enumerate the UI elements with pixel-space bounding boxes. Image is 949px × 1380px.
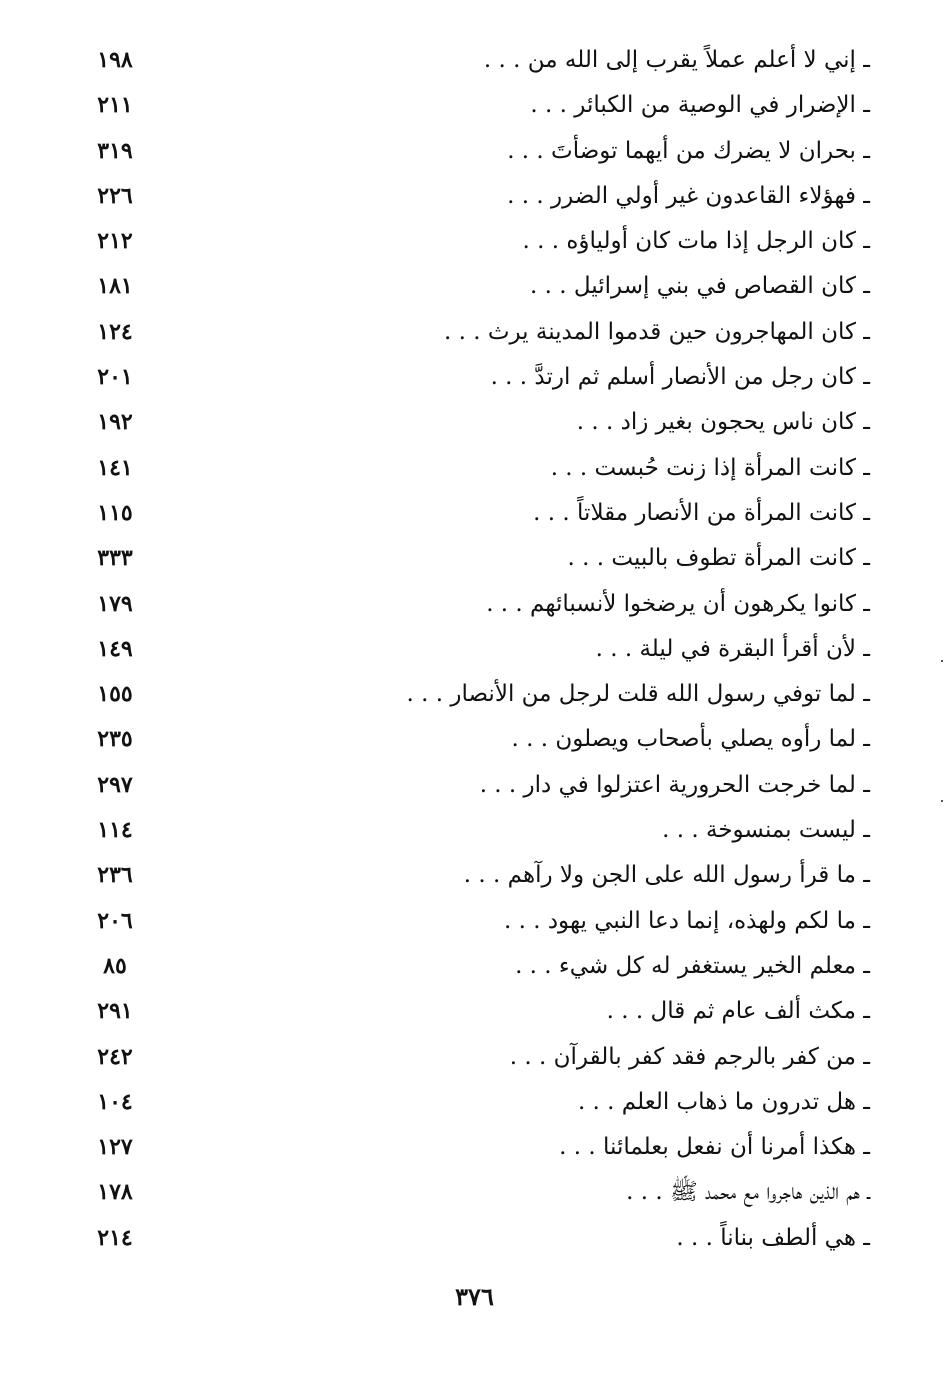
entry-page-number: ٢٠٦ — [97, 907, 133, 934]
entry-page-number: ٢١١ — [97, 92, 133, 119]
entry-page-number: ١٢٧ — [97, 1134, 133, 1161]
index-entry — [80, 1216, 870, 1261]
index-entry — [80, 944, 870, 989]
index-entry — [80, 582, 870, 627]
entry-text: ـ كان القصاص في بني إسرائيل . . . — [530, 273, 870, 300]
entry-page-number: ٢٣٦ — [97, 862, 133, 889]
entry-text: ـ هكذا أمرنا أن نفعل بعلمائنا . . . — [559, 1134, 870, 1161]
index-entry — [80, 264, 870, 309]
entry-text: ـ الإضرار في الوصية من الكبائر . . . — [530, 92, 870, 119]
entry-page-number: ١٤١ — [97, 454, 133, 481]
index-entry — [80, 446, 870, 491]
entry-page-number: ٢٢٦ — [97, 182, 133, 209]
index-entry — [80, 627, 870, 672]
entry-text: ـ ما لكم ولهذه، إنما دعا النبي يهود . . . — [503, 907, 870, 934]
index-entry — [80, 1035, 870, 1080]
index-entry — [80, 717, 870, 762]
index-entry — [80, 808, 870, 853]
entry-page-number: ١٧٨ — [97, 1179, 133, 1206]
entry-text: ـ هل تدرون ما ذهاب العلم . . . — [577, 1088, 870, 1115]
entry-text: ـ مكث ألف عام ثم قال . . . — [606, 998, 870, 1025]
index-entry — [80, 219, 870, 264]
entry-page-number: ١٠٤ — [97, 1088, 133, 1115]
entry-page-number: ١٨١ — [97, 273, 133, 300]
index-entry — [80, 1080, 870, 1125]
entry-page-number: ١٤٩ — [97, 635, 133, 662]
entry-text: ـ فهؤلاء القاعدون غير أولي الضرر . . . — [507, 182, 870, 209]
index-entry — [80, 1170, 870, 1215]
index-entry — [80, 310, 870, 355]
index-entry — [80, 853, 870, 898]
entry-text: ـ كان الرجل إذا مات كان أولياؤه . . . — [522, 228, 870, 255]
entry-text: ـ من كفر بالرجم فقد كفر بالقرآن . . . — [509, 1043, 870, 1070]
index-entry — [80, 989, 870, 1034]
entry-text: ـ كان المهاجرون حين قدموا المدينة يرث . . . — [443, 318, 870, 345]
page-number: ٣٧٦ — [455, 1282, 494, 1311]
entry-text: ـ كانوا يكرهون أن يرضخوا لأنسبائهم . . . — [486, 590, 870, 617]
entry-page-number: ٢٤٢ — [97, 1043, 133, 1070]
entry-text: ـ كانت المرأة إذا زنت حُبست . . . — [550, 454, 870, 481]
entry-text: ـ لما خرجت الحرورية اعتزلوا في دار . . . — [479, 771, 870, 798]
entry-page-number: ٣٣٣ — [97, 545, 133, 572]
entry-page-number: ١١٤ — [97, 817, 133, 844]
entry-text: ـ هي ألطف بناناً . . . — [676, 1224, 870, 1251]
index-entry — [80, 129, 870, 174]
index-entry — [80, 400, 870, 445]
entry-text: ـ كان رجل من الأنصار أسلم ثم ارتدَّ . . . — [490, 364, 870, 391]
entry-page-number: ١٧٩ — [97, 590, 133, 617]
entry-page-number: ٢١٢ — [97, 228, 133, 255]
index-entry — [80, 763, 870, 808]
index-entry — [80, 83, 870, 128]
entry-text: ـ إني لا أعلم عملاً يقرب إلى الله من . . . — [483, 47, 870, 73]
index-entry — [80, 1125, 870, 1170]
entry-page-number: ١١٥ — [97, 499, 133, 526]
index-entry — [80, 536, 870, 581]
entry-page-number: ٢٩١ — [97, 998, 133, 1025]
index-entry — [80, 174, 870, 219]
index-entry — [80, 355, 870, 400]
entry-page-number: ١٥٥ — [97, 681, 133, 708]
entry-page-number: ٢١٤ — [97, 1224, 133, 1251]
entry-page-number: ١٩٢ — [97, 409, 133, 436]
entry-text: ـ لأن أقرأ البقرة في ليلة . . . — [595, 635, 870, 662]
index-entry — [80, 672, 870, 717]
entry-text: ـ بحران لا يضرك من أيهما توضأتَ . . . — [507, 137, 870, 164]
entry-text: ـ كانت المرأة من الأنصار مقلاتاً . . . — [533, 499, 870, 526]
entry-text: ـ كان ناس يحجون بغير زاد . . . — [576, 409, 870, 436]
entry-text: ـ هم الذين هاجروا مع محمد ﷺ . . . — [626, 1179, 870, 1206]
entry-text: ـ كانت المرأة تطوف بالبيت . . . — [567, 545, 870, 572]
scan-speck — [941, 660, 943, 662]
entry-text: ـ لما رأوه يصلي بأصحاب ويصلون . . . — [511, 726, 870, 753]
entry-text: ـ لما توفي رسول الله قلت لرجل من الأنصار . . . — [406, 681, 870, 708]
entry-text: ـ ما قرأ رسول الله على الجن ولا رآهم . . . — [463, 862, 870, 889]
index-list — [80, 38, 870, 1261]
scan-speck — [941, 800, 943, 802]
entry-text: ـ ليست بمنسوخة . . . — [662, 817, 870, 844]
index-entry — [80, 491, 870, 536]
entry-page-number: ١٢٤ — [97, 318, 133, 345]
entry-page-number: ٢٣٥ — [97, 726, 133, 753]
entry-page-number: ١٩٨ — [97, 47, 133, 73]
entry-page-number: ٨٥ — [103, 952, 127, 979]
entry-page-number: ٢٩٧ — [97, 771, 133, 798]
entry-page-number: ٣١٩ — [97, 137, 133, 164]
index-entry — [80, 38, 870, 83]
index-entry — [80, 899, 870, 944]
entry-page-number: ٢٠١ — [97, 364, 133, 391]
entry-text: ـ معلم الخير يستغفر له كل شيء . . . — [515, 952, 870, 979]
